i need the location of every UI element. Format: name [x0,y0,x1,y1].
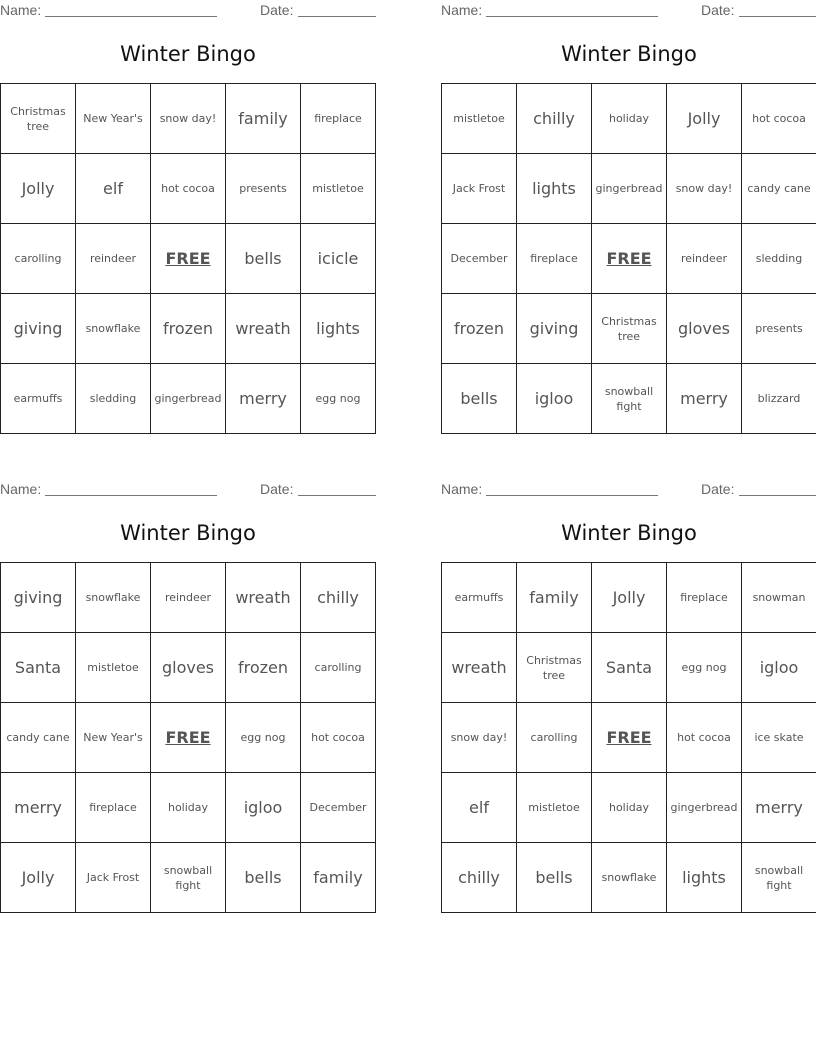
name-label: Name: [0,2,42,18]
date-blank-line[interactable] [298,16,376,17]
date-blank-line[interactable] [298,495,376,496]
bingo-cell: wreath [226,563,301,633]
bingo-cell: sledding [76,364,151,434]
bingo-grid [0,562,376,913]
bingo-cell: chilly [442,843,517,913]
bingo-cell: candy cane [742,154,816,224]
bingo-cell: bells [226,843,301,913]
bingo-cell: igloo [742,633,816,703]
bingo-cell: New Year's [76,84,151,154]
date-label: Date: [701,2,735,18]
bingo-cell: hot cocoa [301,703,376,773]
card-title: Winter Bingo [120,521,256,545]
date-blank-line[interactable] [739,495,816,496]
bingo-cell: fireplace [301,84,376,154]
bingo-cell: chilly [301,563,376,633]
bingo-cell: holiday [151,773,226,843]
bingo-grid [441,562,816,913]
name-date-header [441,479,816,499]
bingo-cell: carolling [301,633,376,703]
bingo-cell: icicle [301,224,376,294]
bingo-cell: chilly [517,84,592,154]
free-space-cell: FREE [151,703,226,773]
bingo-cell: December [301,773,376,843]
bingo-cell: igloo [226,773,301,843]
bingo-cell: egg nog [226,703,301,773]
bingo-cell: snowflake [76,294,151,364]
bingo-cell: Jolly [667,84,742,154]
bingo-cell: Santa [1,633,76,703]
bingo-card-3 [0,479,376,915]
bingo-cell: elf [76,154,151,224]
bingo-cell: reindeer [151,563,226,633]
bingo-cell: hot cocoa [151,154,226,224]
name-date-header [441,0,816,20]
bingo-cell: gingerbread [151,364,226,434]
bingo-cell: lights [667,843,742,913]
name-blank-line[interactable] [486,495,658,496]
bingo-cell: Jack Frost [442,154,517,224]
bingo-cell: earmuffs [1,364,76,434]
bingo-cell: giving [1,563,76,633]
bingo-cell: earmuffs [442,563,517,633]
date-blank-line[interactable] [739,16,816,17]
bingo-cell: lights [301,294,376,364]
bingo-cell: merry [226,364,301,434]
bingo-cell: gloves [151,633,226,703]
bingo-cell: ice skate [742,703,816,773]
name-label: Name: [441,2,483,18]
bingo-cell: sledding [742,224,816,294]
name-label: Name: [0,481,42,497]
bingo-cell: family [517,563,592,633]
card-title: Winter Bingo [561,42,697,66]
bingo-cell: gingerbread [592,154,667,224]
name-blank-line[interactable] [486,16,658,17]
bingo-cell: family [301,843,376,913]
bingo-cell: Christmas tree [592,294,667,364]
bingo-cell: giving [1,294,76,364]
name-date-header [0,479,376,499]
bingo-cell: merry [1,773,76,843]
date-label: Date: [260,481,294,497]
bingo-cell: Christmas tree [517,633,592,703]
bingo-grid [441,83,816,434]
bingo-cell: merry [742,773,816,843]
bingo-cell: snowball fight [592,364,667,434]
bingo-grid [0,83,376,434]
bingo-cell: egg nog [301,364,376,434]
name-label: Name: [441,481,483,497]
bingo-cell: holiday [592,84,667,154]
bingo-cell: snowflake [592,843,667,913]
bingo-cell: holiday [592,773,667,843]
bingo-cell: hot cocoa [667,703,742,773]
bingo-cell: snowman [742,563,816,633]
bingo-cell: snowflake [76,563,151,633]
bingo-cell: fireplace [517,224,592,294]
bingo-cell: Jack Frost [76,843,151,913]
bingo-cell: gloves [667,294,742,364]
bingo-cell: snow day! [667,154,742,224]
bingo-cell: mistletoe [517,773,592,843]
bingo-cell: frozen [151,294,226,364]
bingo-cell: mistletoe [301,154,376,224]
bingo-cell: Jolly [592,563,667,633]
bingo-cell: carolling [1,224,76,294]
date-label: Date: [701,481,735,497]
name-blank-line[interactable] [45,16,217,17]
bingo-cell: snow day! [442,703,517,773]
bingo-cell: frozen [442,294,517,364]
bingo-cell: blizzard [742,364,816,434]
bingo-card-2 [441,0,816,436]
card-title: Winter Bingo [561,521,697,545]
free-space-cell: FREE [592,703,667,773]
bingo-cell: frozen [226,633,301,703]
bingo-cell: presents [742,294,816,364]
bingo-card-4 [441,479,816,915]
bingo-cell: reindeer [76,224,151,294]
name-blank-line[interactable] [45,495,217,496]
bingo-cell: bells [442,364,517,434]
bingo-cell: New Year's [76,703,151,773]
bingo-cell: reindeer [667,224,742,294]
bingo-cell: mistletoe [442,84,517,154]
bingo-cell: fireplace [76,773,151,843]
bingo-cell: lights [517,154,592,224]
free-space-cell: FREE [151,224,226,294]
bingo-cell: igloo [517,364,592,434]
bingo-cell: presents [226,154,301,224]
bingo-cell: Santa [592,633,667,703]
bingo-cell: family [226,84,301,154]
bingo-cell: snow day! [151,84,226,154]
bingo-cell: wreath [226,294,301,364]
bingo-card-1 [0,0,376,436]
bingo-cell: December [442,224,517,294]
bingo-cell: candy cane [1,703,76,773]
bingo-cell: egg nog [667,633,742,703]
card-title: Winter Bingo [120,42,256,66]
bingo-cell: elf [442,773,517,843]
bingo-cell: wreath [442,633,517,703]
bingo-cell: bells [226,224,301,294]
date-label: Date: [260,2,294,18]
bingo-cell: Jolly [1,154,76,224]
bingo-cell: giving [517,294,592,364]
bingo-cell: snowball fight [151,843,226,913]
bingo-cell: snowball fight [742,843,816,913]
bingo-cell: Christmas tree [1,84,76,154]
bingo-cell: gingerbread [667,773,742,843]
bingo-cell: Jolly [1,843,76,913]
free-space-cell: FREE [592,224,667,294]
bingo-cell: hot cocoa [742,84,816,154]
bingo-cell: mistletoe [76,633,151,703]
bingo-cell: merry [667,364,742,434]
bingo-cell: carolling [517,703,592,773]
bingo-cell: bells [517,843,592,913]
bingo-cell: fireplace [667,563,742,633]
name-date-header [0,0,376,20]
